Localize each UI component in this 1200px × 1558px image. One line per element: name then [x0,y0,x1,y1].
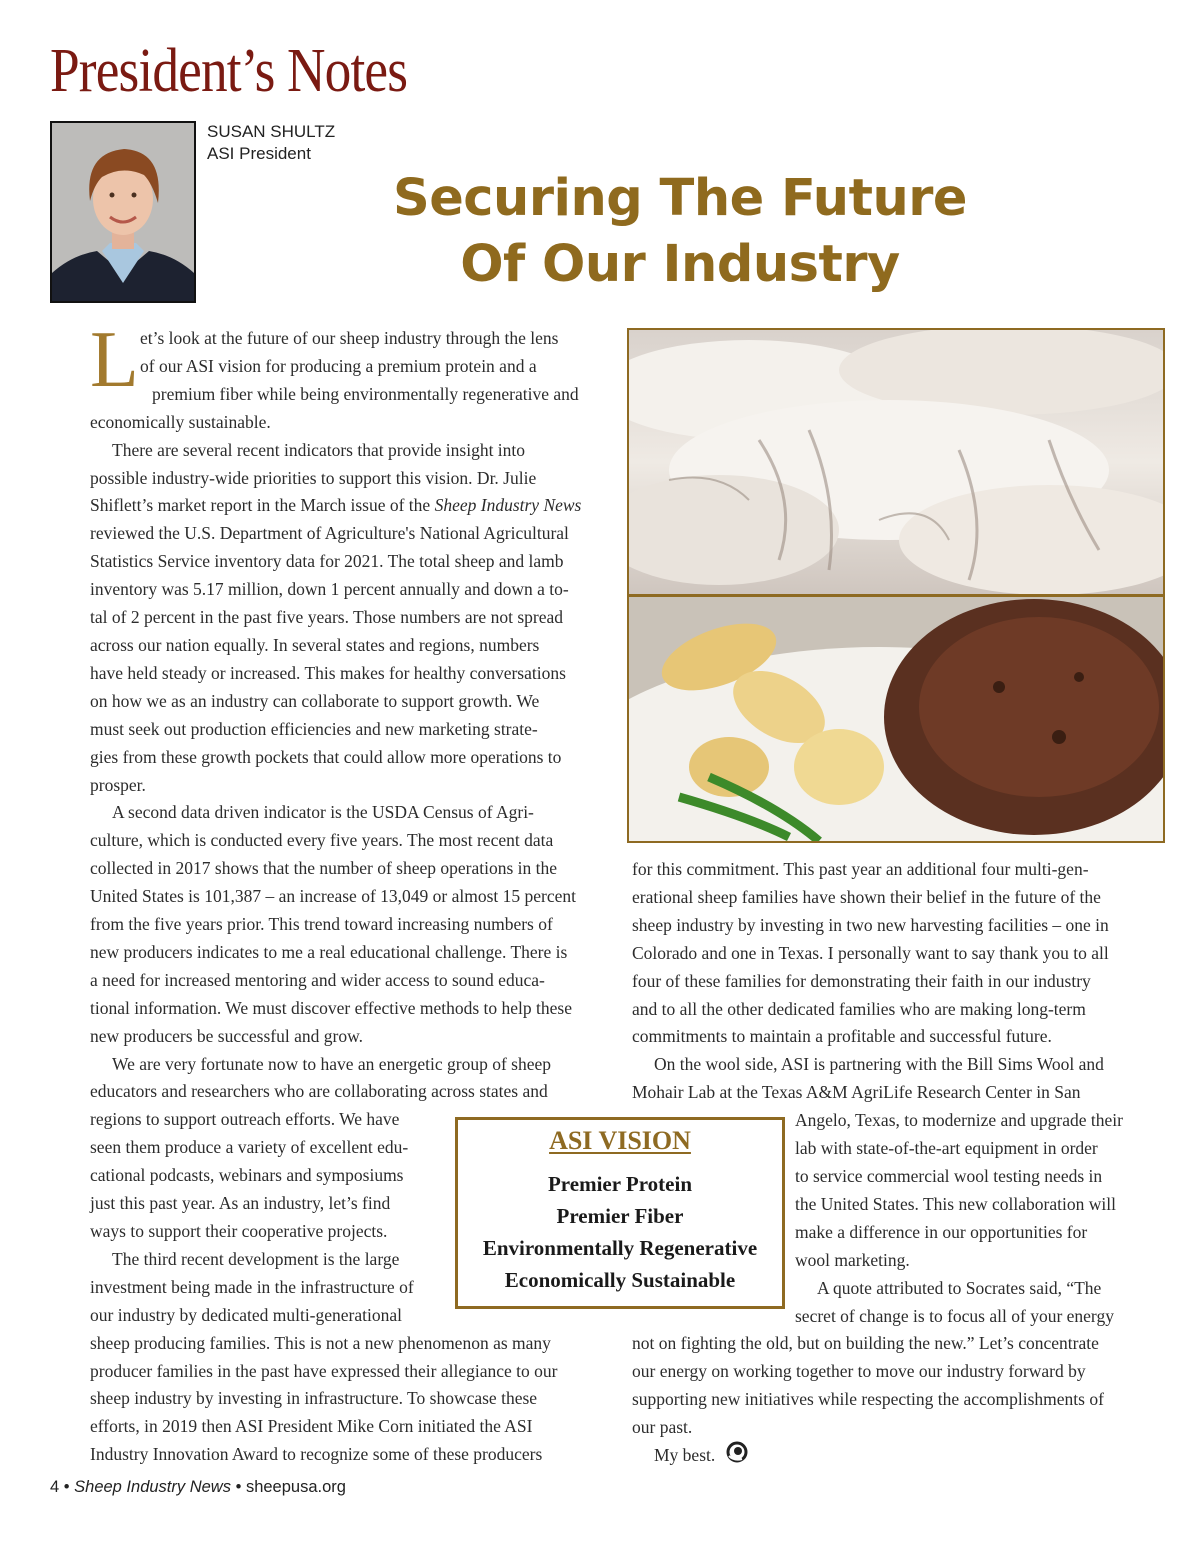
text-line: regions to support outreach efforts. We have [90,1109,400,1130]
text-line: prosper. [90,774,146,795]
text-line: secret of change is to focus all of your energy [795,1305,1114,1326]
text-line: to service commercial wool testing needs in [795,1165,1103,1186]
text-line: sheep industry by investing in two new harvesting facilities – one in [632,914,1109,935]
vision-item: Premier Fiber [556,1204,684,1228]
text-line: commitments to maintain a profitable and successful future. [632,1026,1052,1047]
author-name: SUSAN SHULTZ [207,122,336,141]
text-line: investment being made in the infrastructure of [90,1276,414,1297]
text-line: new producers indicates to me a real educational challenge. There is [90,941,568,962]
text-line: inventory was 5.17 million, down 1 percent annually and down a to- [90,579,569,600]
text-line: of our ASI vision for producing a premium protein and a [140,355,537,376]
paragraph-census [90,799,610,1050]
text-line: Industry Innovation Award to recognize some of these producers [90,1444,543,1465]
text-line [90,492,610,520]
text-line: wool marketing. [795,1249,910,1270]
text-line: for this commitment. This past year an additional four multi-gen- [632,859,1089,879]
text-line: erational sheep families have shown their belief in the future of the [632,886,1101,907]
text-line: The third recent development is the large [112,1248,400,1269]
text-line: Mohair Lab at the Texas A&M AgriLife Research Center in San [632,1082,1081,1103]
text-line: make a difference in our opportunities for [795,1221,1088,1242]
text-line: tional information. We must discover effective methods to help these [90,997,572,1018]
footer-publication: Sheep Industry News [74,1478,231,1496]
text-line: not on fighting the old, but on building the new.” Let’s concentrate [632,1333,1099,1354]
text-line: cational podcasts, webinars and symposiums [90,1165,404,1186]
text-line: educators and researchers who are collaborating across states and [90,1081,548,1102]
footer-site-link: • sheepusa.org [235,1478,346,1496]
text-line: sheep industry by investing in infrastructure. To showcase these [90,1388,538,1409]
text-line: sheep producing families. This is not a new phenomenon as many [90,1332,551,1353]
wool-fleece-photo-icon [629,330,1163,594]
text-line: and to all the other dedicated families who are making long-term [632,998,1086,1019]
text-line: Statistics Service inventory data for 2021. The total sheep and lamb [90,551,564,572]
text-line: a need for increased mentoring and wider access to sound educa- [90,969,545,990]
wool-fleece-photo [627,328,1165,596]
page-footer [50,1478,346,1497]
text-line: from the five years prior. This trend toward increasing numbers of [90,914,553,935]
signoff-text: My best. [654,1445,716,1466]
lamb-chop-photo [627,595,1165,843]
text-line: must seek out production efficiencies and new marketing strate- [90,718,538,739]
section-title: President’s Notes [50,37,408,105]
drop-cap: L [90,316,139,404]
text-line: Colorado and one in Texas. I personally want to say thank you to all [632,942,1109,963]
text-line: on how we as an industry can collaborate to support growth. We [90,690,540,711]
author-portrait [50,121,196,303]
text-line: our industry by dedicated multi-generational [90,1304,402,1325]
article-headline [360,166,1000,298]
signoff [632,1442,1152,1470]
text-line: culture, which is conducted every five years. The most recent data [90,830,554,851]
vision-title: ASI VISION [549,1126,691,1155]
text-line: et’s look at the future of our sheep industry through the lens [140,328,559,348]
text-line: four of these families for demonstrating their faith in our industry [632,970,1091,991]
paragraph-indicators [90,437,610,800]
text-line: ways to support their cooperative projects. [90,1221,388,1241]
text-line: our past. [632,1417,693,1438]
asi-logo-icon [726,1441,748,1468]
text-line: the United States. This new collaboration will [795,1193,1116,1214]
text-line: reviewed the U.S. Department of Agriculture's National Agricultural [90,523,569,544]
text-line: A second data driven indicator is the USDA Census of Agri- [112,802,534,823]
asi-vision-box [455,1117,785,1309]
headline-line-1: Securing The Future [392,169,968,228]
author-byline [207,121,335,165]
text-line: possible industry-wide priorities to support this vision. Dr. Julie [90,467,537,488]
page-number: 4 • [50,1478,70,1496]
text-line: We are very fortunate now to have an energetic group of sheep [112,1053,551,1074]
text-line: On the wool side, ASI is partnering with the Bill Sims Wool and [654,1054,1104,1075]
text-line: just this past year. As an industry, let’s find [90,1193,391,1214]
text-line: Angelo, Texas, to modernize and upgrade their [795,1110,1123,1131]
vision-item: Environmentally Regenerative [482,1236,758,1260]
publication-name: Sheep Industry News [434,495,582,516]
text-line: supporting new initiatives while respecting the accomplishments of [632,1389,1104,1410]
text-fragment: Shiflett’s market report in the March issue of the [90,495,431,516]
text-line: gies from these growth pockets that could allow more operations to [90,746,562,767]
text-line: There are several recent indicators that provide insight into [112,439,526,460]
text-line: seen them produce a variety of excellent edu- [90,1137,409,1158]
text-line: new producers be successful and grow. [90,1025,363,1046]
vision-list [458,1168,782,1296]
text-line: premium fiber while being environmentally regenerative and [152,383,579,404]
headline-line-2: Of Our Industry [460,235,900,294]
text-line: A quote attributed to Socrates said, “The [817,1277,1102,1298]
text-line: tal of 2 percent in the past five years. Those numbers are not spread [90,607,563,628]
text-line: lab with state-of-the-art equipment in order [795,1138,1098,1159]
vision-item: Premier Protein [547,1172,693,1196]
text-line: efforts, in 2019 then ASI President Mike Corn initiated the ASI [90,1416,533,1437]
portrait-photo-icon [52,123,194,301]
text-line: collected in 2017 shows that the number of sheep operations in the [90,858,558,879]
text-line: across our nation equally. In several states and regions, numbers [90,634,540,655]
text-line: United States is 101,387 – an increase of 13,049 or almost 15 percent [90,886,577,907]
vision-item: Economically Sustainable [504,1268,736,1292]
text-line: economically sustainable. [90,411,271,432]
text-line: have held steady or increased. This makes for healthy conversations [90,662,566,683]
paragraph-commitment [632,856,1152,1051]
text-line: producer families in the past have expressed their allegiance to our [90,1360,558,1381]
paragraph-intro [90,325,610,437]
lamb-chop-plate-photo-icon [629,597,1163,841]
author-role: ASI President [207,144,311,163]
text-line: our energy on working together to move our industry forward by [632,1361,1086,1382]
